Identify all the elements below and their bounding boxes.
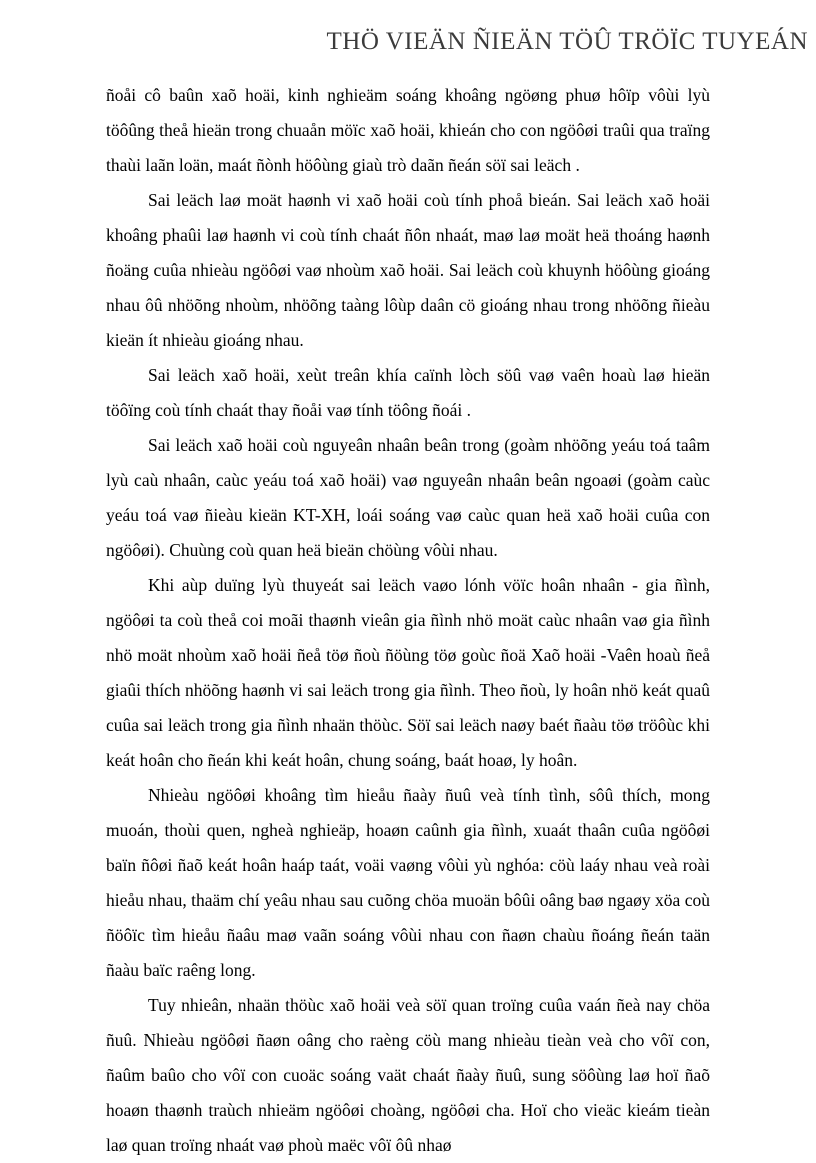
document-body <box>106 78 710 1163</box>
paragraph: ñoåi cô baûn xaõ hoäi, kinh nghieäm soáng khoâng ngöøng phuø hôïp vôùi lyù töôûng theå hieän trong chuaån möïc xaõ hoäi, khieán cho con ngöôøi traûi qua traïng thaùi laãn loän, maát ñònh höôùng giaù trò daãn ñeán söï sai leäch . <box>106 85 710 175</box>
watermark-header: THÖ VIEÄN ÑIEÄN TÖÛ TRÖÏC TUYEÁN <box>326 28 808 55</box>
paragraph: Khi aùp duïng lyù thuyeát sai leäch vaøo lónh vöïc hoân nhaân - gia ñình, ngöôøi ta coù theå coi moãi thaønh vieân gia ñình nhö moät caùc nhaân vaø gia ñình nhö moät nhoùm xaõ hoäi ñeå töø ñoù ñöùng töø goùc ñoä Xaõ hoäi -Vaên hoaù ñeå giaûi thích nhöõng haønh vi sai leäch trong gia ñình. Theo ñoù, ly hoân nhö keát quaû cuûa sai leäch trong gia ñình nhaän thöùc. Söï sai leäch naøy baét ñaàu töø tröôùc khi keát hoân cho ñeán khi keát hoân, chung soáng, baát hoaø, ly hoân. <box>106 575 710 770</box>
paragraph: Sai leäch xaõ hoäi coù nguyeân nhaân beân trong (goàm nhöõng yeáu toá taâm lyù caù nhaân, caùc yeáu toá xaõ hoäi) vaø nguyeân nhaân beân ngoaøi (goàm caùc yeáu toá vaø ñieàu kieän KT-XH, loái soáng vaø caùc quan heä xaõ hoäi cuûa con ngöôøi). Chuùng coù quan heä bieän chöùng vôùi nhau. <box>106 435 710 560</box>
paragraph: Tuy nhieân, nhaän thöùc xaõ hoäi veà söï quan troïng cuûa vaán ñeà nay chöa ñuû. Nhieàu ngöôøi ñaøn oâng cho raèng cöù mang nhieàu tieàn veà cho vôï con, ñaûm baûo cho vôï con cuoäc soáng vaät chaát ñaày ñuû, sung söôùng laø hoï ñaõ hoaøn thaønh traùch nhieäm ngöôøi choàng, ngöôøi cha. Hoï cho vieäc kieám tieàn laø quan troïng nhaát vaø phoù maëc vôï ôû nhaø <box>106 995 710 1155</box>
paragraph: Sai leäch xaõ hoäi, xeùt treân khía caïnh lòch söû vaø vaên hoaù laø hieän töôïng coù tính chaát thay ñoåi vaø tính töông ñoái . <box>106 365 710 420</box>
paragraph: Nhieàu ngöôøi khoâng tìm hieåu ñaày ñuû veà tính tình, sôû thích, mong muoán, thoùi quen, ngheà nghieäp, hoaøn caûnh gia ñình, xuaát thaân cuûa ngöôøi baïn ñôøi ñaõ keát hoân haáp taát, voäi vaøng vôùi yù nghóa: cöù laáy nhau veà roài hieåu nhau, thaäm chí yeâu nhau sau cuõng chöa muoän bôûi oâng baø ngaøy xöa coù ñöôïc tìm hieåu ñaâu maø vaãn soáng vôùi nhau con ñaøn chaùu ñoáng ñeán taän ñaàu baïc raêng long. <box>106 785 710 980</box>
paragraph: Sai leäch laø moät haønh vi xaõ hoäi coù tính phoå bieán. Sai leäch xaõ hoäi khoâng phaûi laø haønh vi coù tính chaát ñôn nhaát, maø laø moät heä thoáng haønh ñoäng cuûa nhieàu ngöôøi vaø nhoùm xaõ hoäi. Sai leäch coù khuynh höôùng gioáng nhau ôû nhöõng nhoùm, nhöõng taàng lôùp daân cö gioáng nhau trong nhöõng ñieàu kieän ít nhieàu gioáng nhau. <box>106 190 710 350</box>
